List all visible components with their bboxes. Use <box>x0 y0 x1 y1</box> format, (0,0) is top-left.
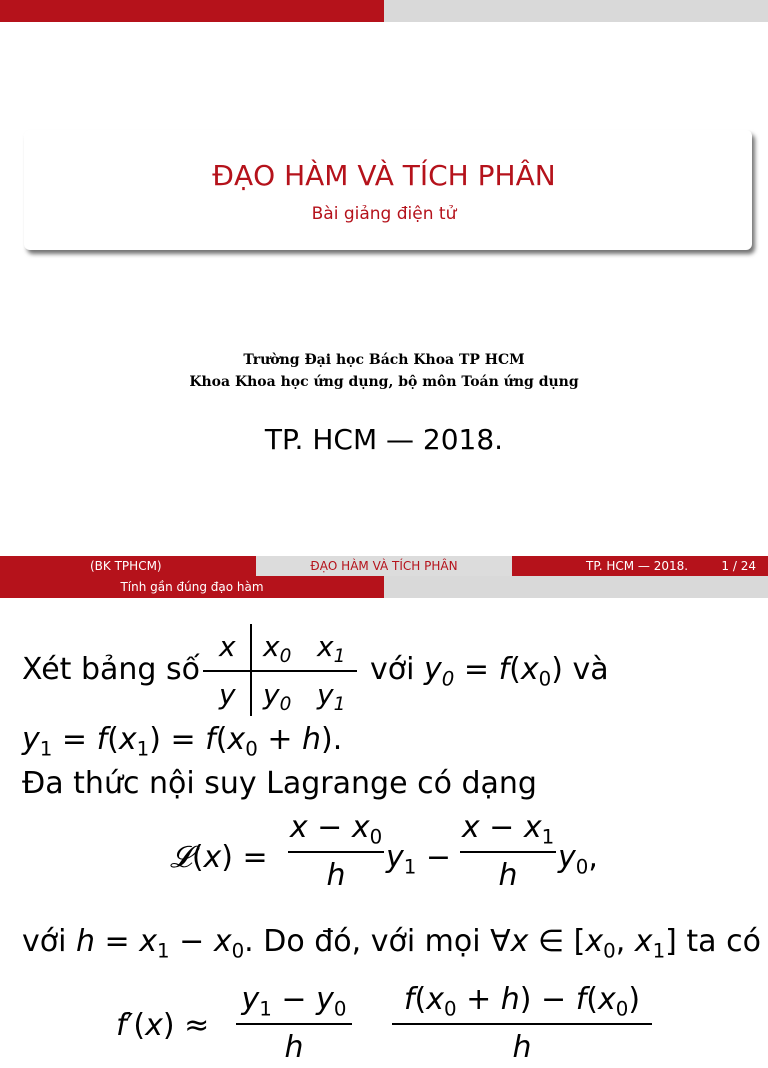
table-cell: $y_0$ <box>263 678 292 715</box>
derivative-lhs: f′(x) ≈ <box>116 1008 210 1043</box>
page-number: 1 / 24 <box>721 559 756 573</box>
presentation-date: TP. HCM — 2018. <box>264 423 504 456</box>
formula-mid: $y_1$ − <box>386 840 452 879</box>
section-title: Tính gần đúng đạo hàm <box>120 580 264 594</box>
institution-line-1: Trường Đại học Bách Khoa TP HCM <box>243 352 525 368</box>
institution-line-2: Khoa Khoa học ứng dụng, bộ môn Toán ứng dụng <box>189 374 579 390</box>
fraction-2: $x - x_1$ h <box>461 810 555 893</box>
footer-author: (BK TPHCM) <box>90 559 162 573</box>
fraction-1: $x - x_0$ h <box>289 810 383 893</box>
formula-line-2: $y_1 = f(x_1) = f(x_0 + h)$. <box>22 722 343 761</box>
footer-date: TP. HCM — 2018. <box>586 559 689 573</box>
section-header-gray <box>384 576 768 598</box>
text-line-1 <box>22 650 200 690</box>
text-lagrange: Đa thức nội suy Lagrange có dạng <box>22 766 537 801</box>
content-slide <box>0 576 768 1065</box>
fraction-4: $f(x_0 + h) - f(x_0)$ h <box>392 980 652 1068</box>
value-table <box>203 624 357 718</box>
text-line-h: với $h = x_1 - x_0$. Do đó, với mọi ∀x ∈ [$x_0$, $x_1$] ta có <box>22 924 761 963</box>
slide-title: ĐẠO HÀM VÀ TÍCH PHÂN <box>212 159 556 192</box>
fraction-3: $y_1 - y_0$ h <box>236 980 352 1068</box>
lagrange-lhs: 𝓛(x) = <box>170 840 268 875</box>
footer-title: ĐẠO HÀM VÀ TÍCH PHÂN <box>310 559 458 573</box>
table-divider-horizontal <box>203 670 357 672</box>
text-va: và <box>572 652 609 687</box>
top-bar-gray <box>384 0 768 22</box>
formula-end: $y_0$, <box>558 840 598 879</box>
table-cell: $y_1$ <box>317 678 346 715</box>
table-cell: y <box>219 678 236 711</box>
table-cell: $x_1$ <box>317 630 346 667</box>
text-line-1-rest: với $y_0 = f(x_0)$ và <box>370 652 609 691</box>
text-voi: với <box>370 652 415 687</box>
footer-left <box>0 556 256 576</box>
slide-subtitle: Bài giảng điện tử <box>311 204 457 224</box>
formula-y0: $y_0$ <box>424 652 455 691</box>
top-bar-red <box>0 0 384 22</box>
footer-right <box>512 556 768 576</box>
footer-center <box>256 556 512 576</box>
table-cell: $x_0$ <box>263 630 292 667</box>
table-cell: x <box>219 630 236 663</box>
text-xet: Xét bảng số <box>22 652 200 687</box>
slide-footer <box>0 556 768 576</box>
